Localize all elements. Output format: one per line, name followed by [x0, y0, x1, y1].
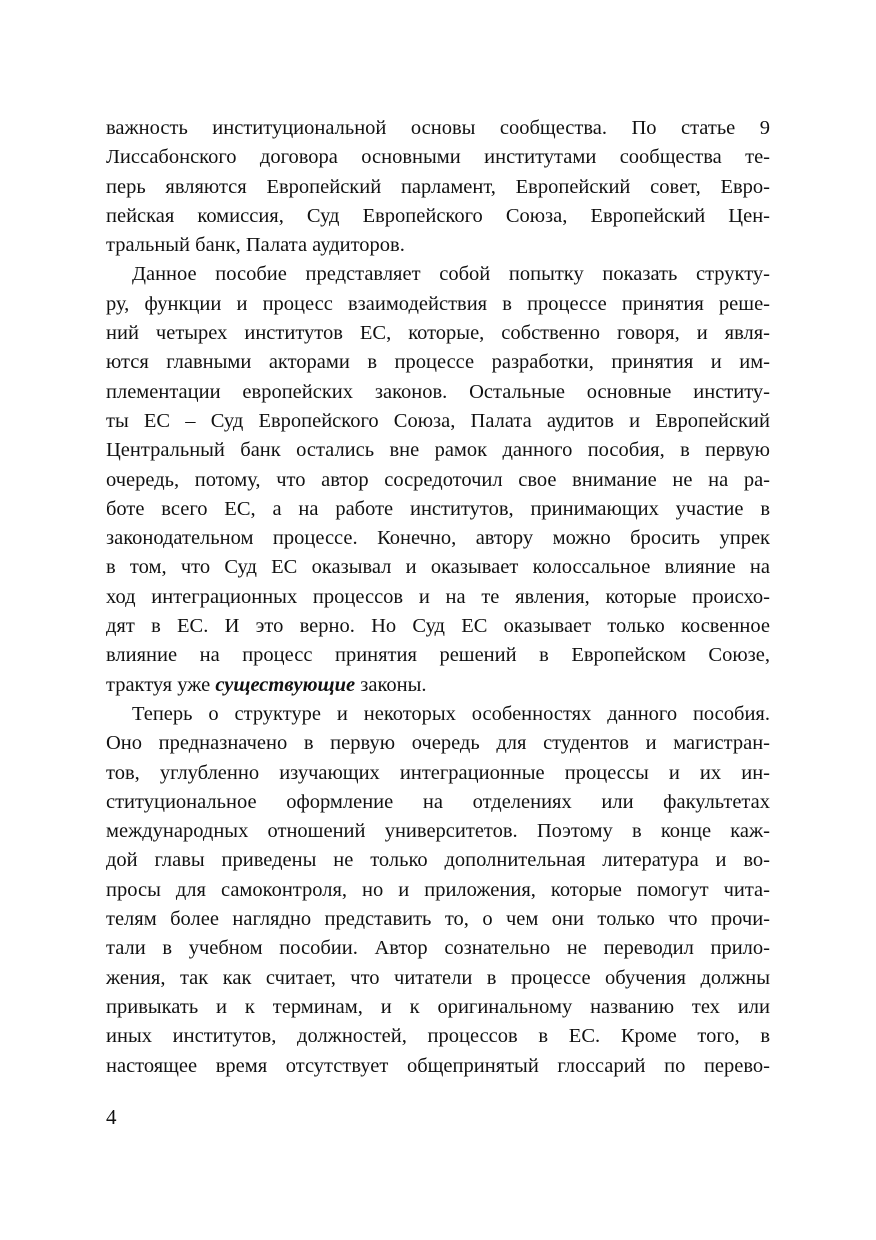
text-line: жения, так как считает, что читатели в процессе обучения должны — [106, 966, 770, 989]
text-line: настоящее время отсутствует общепринятый глоссарий по перево- — [106, 1054, 770, 1077]
text-line: международных отношений университетов. Поэтому в конце каж- — [106, 820, 770, 843]
text-line: ру, функции и процесс взаимодействия в процессе принятия реше- — [106, 292, 770, 315]
emphasized-word: существующие — [215, 673, 356, 696]
text-line: привыкать и к терминам, и к оригинальному названию тех или — [106, 995, 770, 1018]
text-line: Центральный банк остались вне рамок данного пособия, в первую — [106, 439, 770, 462]
text-line: Оно предназначено в первую очередь для студентов и магистран- — [106, 732, 770, 755]
text-line: пейская комиссия, Суд Европейского Союза, Европейский Цен- — [106, 204, 770, 227]
text-line: дой главы приведены не только дополнительная литература и во- — [106, 849, 770, 872]
page-number: 4 — [106, 1105, 117, 1129]
text-line: плементации европейских законов. Остальные основные институ- — [106, 380, 770, 403]
text-line: ты ЕС – Суд Европейского Союза, Палата аудитов и Европейский — [106, 409, 770, 432]
paragraph-3 — [106, 700, 770, 1081]
text-line: Теперь о структуре и некоторых особенностях данного пособия. — [132, 702, 770, 725]
text-line-with-emphasis — [106, 671, 770, 700]
text-line: тральный банк, Палата аудиторов. — [106, 234, 405, 257]
text-fragment: трактуя уже — [106, 673, 216, 696]
text-line: ход интеграционных процессов и на те явления, которые происхо- — [106, 585, 770, 608]
text-line: в том, что Суд ЕС оказывал и оказывает колоссальное влияние на — [106, 556, 770, 579]
text-line: боте всего ЕС, а на работе институтов, принимающих участие в — [106, 497, 770, 520]
text-line: ституциональное оформление на отделениях или факультетах — [106, 790, 770, 813]
text-line: Лиссабонского договора основными институтами сообщества те- — [106, 146, 770, 169]
text-line: законодательном процессе. Конечно, автору можно бросить упрек — [106, 527, 770, 550]
text-line: влияние на процесс принятия решений в Европейском Союзе, — [106, 644, 770, 667]
text-fragment: законы. — [355, 673, 427, 696]
text-line: просы для самоконтроля, но и приложения, которые помогут чита- — [106, 878, 770, 901]
paragraph-1 — [106, 114, 770, 260]
text-line: перь являются Европейский парламент, Европейский совет, Евро- — [106, 175, 770, 198]
text-line: иных институтов, должностей, процессов в ЕС. Кроме того, в — [106, 1025, 770, 1048]
page-body — [106, 114, 770, 1081]
text-line: важность институциональной основы сообщества. По статье 9 — [106, 117, 770, 139]
text-line: дят в ЕС. И это верно. Но Суд ЕС оказывает только косвенное — [106, 615, 770, 638]
text-line: ний четырех институтов ЕС, которые, собственно говоря, и явля- — [106, 322, 770, 345]
text-line: ются главными акторами в процессе разработки, принятия и им- — [106, 351, 770, 374]
text-line: тов, углубленно изучающих интеграционные процессы и их ин- — [106, 761, 770, 784]
text-line: тали в учебном пособии. Автор сознательно не переводил прило- — [106, 937, 770, 960]
text-line: телям более наглядно представить то, о чем они только что прочи- — [106, 908, 770, 931]
paragraph-2 — [106, 260, 770, 699]
text-line: Данное пособие представляет собой попытку показать структу- — [132, 263, 770, 286]
text-line: очередь, потому, что автор сосредоточил свое внимание не на ра- — [106, 468, 770, 491]
